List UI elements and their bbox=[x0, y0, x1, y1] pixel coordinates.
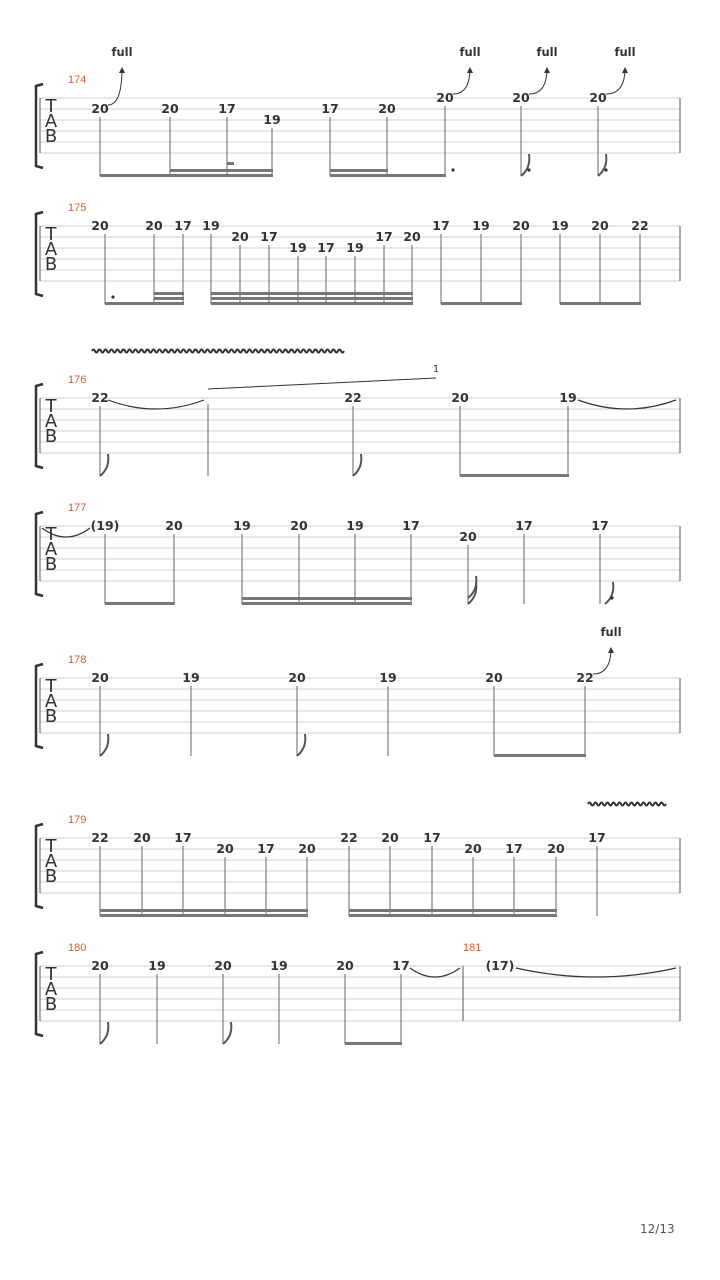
beam bbox=[211, 302, 413, 305]
bend-label: full bbox=[111, 45, 133, 59]
tab-system-2 bbox=[36, 202, 680, 305]
tab-clef-letter: B bbox=[44, 706, 58, 727]
fret-number: 20 bbox=[290, 518, 308, 533]
fret-number: 20 bbox=[216, 841, 234, 856]
fret-number: 22 bbox=[340, 830, 358, 845]
fret-number: 17 bbox=[375, 229, 393, 244]
fret-number: 17 bbox=[515, 518, 533, 533]
bend-arrowhead bbox=[608, 647, 614, 653]
fret-number: 19 bbox=[182, 670, 200, 685]
fret-number: 17 bbox=[218, 101, 236, 116]
beam bbox=[154, 297, 184, 300]
measure-number: 174 bbox=[68, 74, 87, 86]
beam bbox=[345, 1042, 402, 1045]
fret-number: 19 bbox=[148, 958, 166, 973]
beam bbox=[211, 292, 413, 295]
tab-clef-letter: T bbox=[45, 224, 57, 245]
volta-number: 1 bbox=[432, 364, 440, 375]
beam bbox=[494, 754, 586, 757]
fret-number: 17 bbox=[260, 229, 278, 244]
tab-clef-letter: B bbox=[44, 254, 58, 275]
fret-number: 19 bbox=[379, 670, 397, 685]
tab-clef-letter: B bbox=[44, 554, 58, 575]
fret-number: 17 bbox=[591, 518, 609, 533]
note-flag bbox=[100, 1022, 108, 1044]
tab-clef-letter: A bbox=[44, 691, 58, 712]
tab-clef-letter: A bbox=[44, 979, 58, 1000]
bend-arrow bbox=[453, 68, 470, 94]
tab-clef-letter: A bbox=[44, 239, 58, 260]
augmentation-dot bbox=[111, 295, 114, 298]
fret-number: 19 bbox=[559, 390, 577, 405]
fret-number: 20 bbox=[91, 101, 109, 116]
bend-label: full bbox=[614, 45, 636, 59]
fret-number: 20 bbox=[161, 101, 179, 116]
fret-number: 20 bbox=[459, 529, 477, 544]
bend-arrowhead bbox=[119, 67, 125, 73]
bend-arrowhead bbox=[467, 67, 473, 73]
beam bbox=[330, 169, 388, 172]
bend-arrowhead bbox=[622, 67, 628, 73]
beam bbox=[100, 914, 308, 917]
fret-number: 17 bbox=[402, 518, 420, 533]
tab-system-3 bbox=[36, 350, 680, 478]
fret-number: 20 bbox=[451, 390, 469, 405]
bend-arrow bbox=[593, 648, 611, 674]
fret-number: 17 bbox=[317, 240, 335, 255]
fret-number: 20 bbox=[165, 518, 183, 533]
fret-number: 20 bbox=[298, 841, 316, 856]
beam bbox=[460, 474, 569, 477]
fret-number: (19) bbox=[90, 518, 120, 533]
note-flag bbox=[353, 454, 361, 476]
fret-number: 20 bbox=[288, 670, 306, 685]
fret-number: 17 bbox=[588, 830, 606, 845]
fret-number: 19 bbox=[472, 218, 490, 233]
fret-number: 22 bbox=[91, 390, 109, 405]
tie-arc bbox=[410, 968, 460, 977]
beam bbox=[105, 302, 184, 305]
fret-number: 20 bbox=[378, 101, 396, 116]
fret-number: 22 bbox=[576, 670, 594, 685]
fret-number: 20 bbox=[133, 830, 151, 845]
bend-arrow bbox=[529, 68, 547, 94]
fret-number: 20 bbox=[512, 218, 530, 233]
note-flag bbox=[100, 454, 108, 476]
beam bbox=[330, 174, 446, 177]
tab-system-4 bbox=[36, 502, 680, 605]
tab-system-7 bbox=[36, 942, 680, 1045]
fret-number: 20 bbox=[145, 218, 163, 233]
bend-arrowhead bbox=[544, 67, 550, 73]
tab-system-6 bbox=[36, 803, 680, 918]
augmentation-dot bbox=[610, 596, 613, 599]
vibrato-line bbox=[588, 803, 666, 806]
tab-clef-letter: A bbox=[44, 851, 58, 872]
note-flag bbox=[605, 582, 613, 604]
tab-clef-letter: B bbox=[44, 866, 58, 887]
bend-arrow bbox=[606, 68, 625, 94]
measure-number: 179 bbox=[68, 814, 87, 826]
fret-number: 17 bbox=[257, 841, 275, 856]
note-flag bbox=[223, 1022, 231, 1044]
beam bbox=[349, 909, 557, 912]
augmentation-dot bbox=[604, 168, 607, 171]
tie-arc bbox=[108, 400, 204, 409]
vibrato-line bbox=[92, 350, 344, 353]
bend-label: full bbox=[536, 45, 558, 59]
beam bbox=[560, 302, 641, 305]
beam bbox=[105, 602, 175, 605]
beam bbox=[227, 162, 234, 165]
tab-clef-letter: B bbox=[44, 426, 58, 447]
fret-number: 20 bbox=[214, 958, 232, 973]
fret-number: 19 bbox=[233, 518, 251, 533]
tab-clef-letter: A bbox=[44, 411, 58, 432]
tab-clef-letter: T bbox=[45, 524, 57, 545]
tab-clef-letter: T bbox=[45, 396, 57, 417]
measure-number: 177 bbox=[68, 502, 87, 514]
beam bbox=[100, 174, 273, 177]
fret-number: 17 bbox=[321, 101, 339, 116]
fret-number: 20 bbox=[464, 841, 482, 856]
note-flag bbox=[598, 154, 606, 176]
fret-number: 20 bbox=[512, 90, 530, 105]
fret-number: 19 bbox=[346, 518, 364, 533]
tab-clef-letter: T bbox=[45, 676, 57, 697]
measure-number: 178 bbox=[68, 654, 87, 666]
fret-number: 19 bbox=[551, 218, 569, 233]
fret-number: 17 bbox=[423, 830, 441, 845]
fret-number: 20 bbox=[381, 830, 399, 845]
beam bbox=[211, 297, 413, 300]
fret-number: 20 bbox=[485, 670, 503, 685]
bend-arrow bbox=[108, 68, 122, 105]
tab-system-1 bbox=[36, 45, 680, 177]
fret-number: 19 bbox=[270, 958, 288, 973]
fret-number: 22 bbox=[91, 830, 109, 845]
beam bbox=[349, 914, 557, 917]
beam bbox=[100, 909, 308, 912]
augmentation-dot bbox=[527, 168, 530, 171]
fret-number: 17 bbox=[505, 841, 523, 856]
tab-clef-letter: B bbox=[44, 126, 58, 147]
fret-number: 20 bbox=[436, 90, 454, 105]
fret-number: 20 bbox=[91, 670, 109, 685]
tab-clef-letter: T bbox=[45, 96, 57, 117]
tab-clef-letter: T bbox=[45, 964, 57, 985]
fret-number: 20 bbox=[547, 841, 565, 856]
measure-number: 176 bbox=[68, 374, 87, 386]
fret-number: 20 bbox=[91, 218, 109, 233]
fret-number: 17 bbox=[392, 958, 410, 973]
page-number: 12/13 bbox=[640, 1222, 675, 1236]
augmentation-dot bbox=[451, 168, 454, 171]
tie-arc bbox=[578, 400, 676, 409]
fret-number: 17 bbox=[174, 218, 192, 233]
beam bbox=[242, 597, 412, 600]
tab-clef-letter: B bbox=[44, 994, 58, 1015]
beam bbox=[242, 602, 412, 605]
measure-number: 180 bbox=[68, 942, 87, 954]
tab-system-5 bbox=[36, 625, 680, 757]
fret-number: 22 bbox=[631, 218, 649, 233]
measure-number: 175 bbox=[68, 202, 87, 214]
fret-number: 22 bbox=[344, 390, 362, 405]
tab-clef-letter: A bbox=[44, 539, 58, 560]
fret-number: 19 bbox=[202, 218, 220, 233]
note-flag bbox=[100, 734, 108, 756]
fret-number: (17) bbox=[485, 958, 515, 973]
beam bbox=[170, 169, 273, 172]
volta-line bbox=[208, 378, 436, 389]
tab-clef-letter: A bbox=[44, 111, 58, 132]
beam bbox=[154, 292, 184, 295]
fret-number: 20 bbox=[336, 958, 354, 973]
fret-number: 20 bbox=[231, 229, 249, 244]
note-flag bbox=[297, 734, 305, 756]
bend-label: full bbox=[600, 625, 622, 639]
measure-number: 181 bbox=[463, 942, 482, 954]
bend-label: full bbox=[459, 45, 481, 59]
tab-clef-letter: T bbox=[45, 836, 57, 857]
fret-number: 17 bbox=[432, 218, 450, 233]
fret-number: 19 bbox=[346, 240, 364, 255]
beam bbox=[441, 302, 522, 305]
fret-number: 19 bbox=[289, 240, 307, 255]
fret-number: 20 bbox=[403, 229, 421, 244]
tie-arc bbox=[516, 968, 676, 977]
fret-number: 20 bbox=[91, 958, 109, 973]
fret-number: 20 bbox=[589, 90, 607, 105]
fret-number: 20 bbox=[591, 218, 609, 233]
fret-number: 17 bbox=[174, 830, 192, 845]
fret-number: 19 bbox=[263, 112, 281, 127]
note-flag bbox=[521, 154, 529, 176]
